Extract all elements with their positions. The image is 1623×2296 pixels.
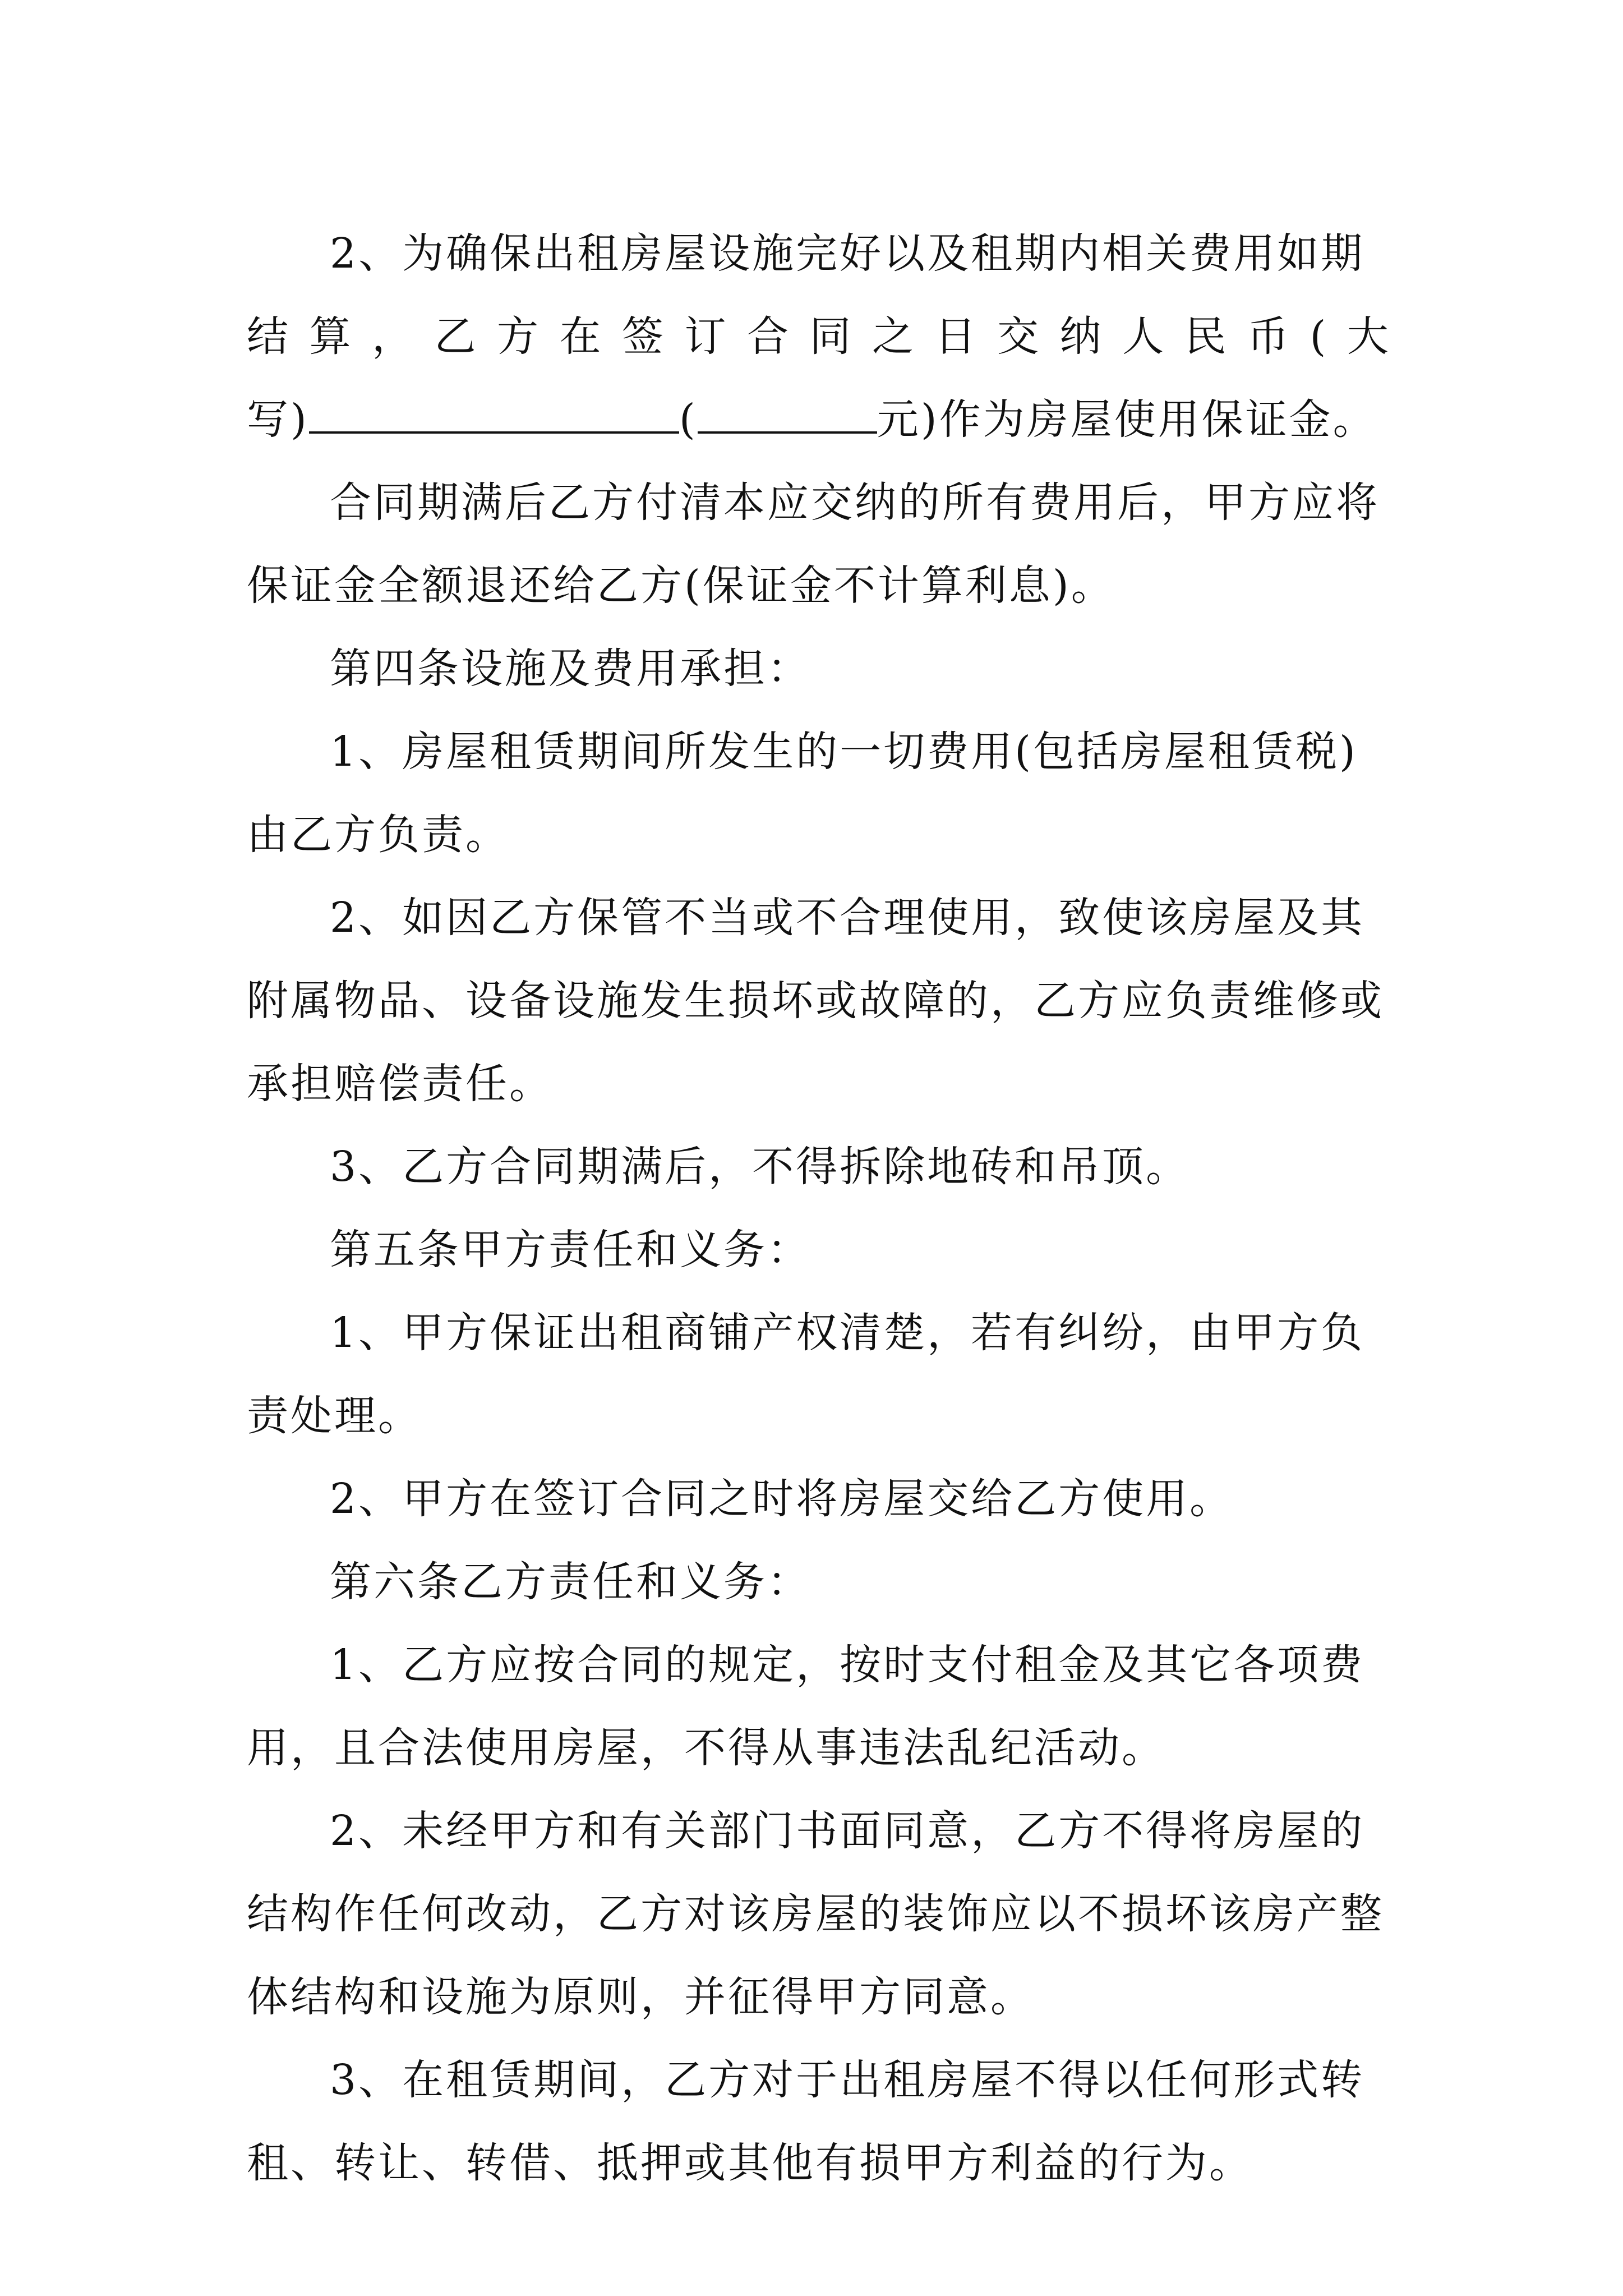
text-line: 用，且合法使用房屋，不得从事违法乱纪活动。 (247, 1724, 1165, 1772)
spread-char: 结 (247, 312, 291, 361)
paragraph-6-1 (247, 1623, 1391, 1789)
amount-number-blank (698, 392, 877, 434)
spread-char: 签 (622, 312, 666, 361)
text-line: 1、甲方保证出租商铺产权清楚，若有纠纷，由甲方负 (330, 1309, 1365, 1357)
document-body (247, 212, 1391, 2205)
paragraph-4-3: 3、乙方合同期满后，不得拆除地砖和吊顶。 (330, 1143, 1190, 1191)
paragraph-4-2 (247, 876, 1391, 1125)
text-line: 结构作任何改动，乙方对该房屋的装饰应以不损坏该房产整 (247, 1890, 1384, 1938)
paragraph-6-3 (247, 2039, 1391, 2205)
text-line: 3、在租赁期间，乙方对于出租房屋不得以任何形式转 (330, 2056, 1365, 2104)
text-line: 2、为确保出租房屋设施完好以及租期内相关费用如期 (330, 229, 1365, 278)
paragraph-deposit (247, 212, 1391, 461)
text-line-spread (247, 295, 1391, 378)
text-fragment: ( (679, 395, 698, 444)
paragraph-5-1 (247, 1291, 1391, 1457)
spread-char: 方 (497, 312, 541, 361)
section-heading-5: 第五条甲方责任和义务： (330, 1226, 811, 1274)
spread-char: 大 (1347, 312, 1391, 361)
paragraph-5-2: 2、甲方在签订合同之时将房屋交给乙方使用。 (330, 1475, 1234, 1523)
spread-char: ( (1310, 312, 1329, 361)
text-line: 责处理。 (247, 1392, 422, 1440)
spread-char: 民 (1184, 312, 1229, 361)
text-line: 承担赔偿责任。 (247, 1060, 553, 1108)
text-fragment: 元)作为房屋使用保证金。 (877, 395, 1377, 444)
text-line: 由乙方负责。 (247, 811, 509, 859)
spread-char: 订 (684, 312, 728, 361)
spread-char: 交 (997, 312, 1041, 361)
amount-uppercase-blank (309, 392, 679, 434)
paragraph-4-1 (247, 710, 1391, 876)
text-line: 2、如因乙方保管不当或不合理使用，致使该房屋及其 (330, 894, 1365, 942)
section-heading-4: 第四条设施及费用承担： (330, 645, 811, 693)
text-line: 租、转让、转借、抵押或其他有损甲方利益的行为。 (247, 2139, 1253, 2187)
spread-char: 日 (934, 312, 979, 361)
spread-char: 币 (1247, 312, 1291, 361)
text-line: 1、乙方应按合同的规定，按时支付租金及其它各项费 (330, 1641, 1365, 1689)
spread-char: 纳 (1059, 312, 1104, 361)
section-heading-6: 第六条乙方责任和义务： (330, 1558, 811, 1606)
spread-char: 人 (1122, 312, 1166, 361)
text-fragment: 写) (247, 395, 309, 444)
spread-char: 之 (872, 312, 916, 361)
text-line (247, 378, 1391, 461)
spread-char: 在 (559, 312, 603, 361)
text-line: 合同期满后乙方付清本应交纳的所有费用后，甲方应将 (330, 478, 1380, 527)
text-line: 2、未经甲方和有关部门书面同意，乙方不得将房屋的 (330, 1807, 1365, 1855)
paragraph-refund (247, 461, 1391, 627)
text-line: 1、房屋租赁期间所发生的一切费用(包括房屋租赁税) (330, 728, 1358, 776)
text-line: 体结构和设施为原则，并征得甲方同意。 (247, 1973, 1034, 2021)
spread-char: 乙 (434, 312, 478, 361)
spread-char: 算 (309, 312, 353, 361)
text-line: 附属物品、设备设施发生损坏或故障的，乙方应负责维修或 (247, 977, 1384, 1025)
spread-char: ， (372, 312, 416, 361)
paragraph-6-2 (247, 1789, 1391, 2039)
text-line: 保证金全额退还给乙方(保证金不计算利息)。 (247, 562, 1115, 610)
spread-char: 合 (747, 312, 791, 361)
spread-char: 同 (809, 312, 854, 361)
